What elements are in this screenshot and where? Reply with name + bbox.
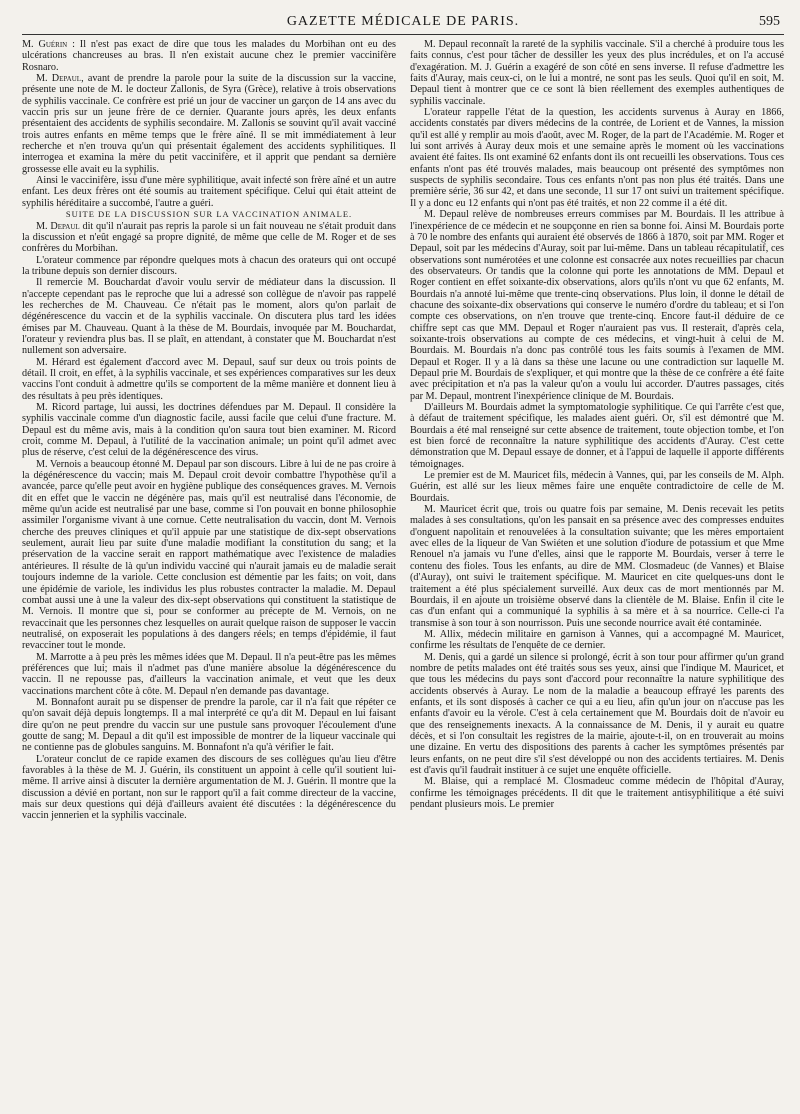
paragraph: Le premier est de M. Mauricet fils, médecin à Vannes, qui, par les conseils de M. Alph. Guérin, est allé sur les lieux mêmes faire une enquête contradictoire de celle de M. Bourdais.: [410, 470, 784, 504]
left-column: [22, 39, 396, 1113]
paragraph: Ainsi le vaccinifère, issu d'une mère syphilitique, avait infecté son frère aîné et un autre enfant. Les deux frères ont été soumis au traitement spécifique. Celui qui était atteint de syphilis héréditaire a succombé, l'autre a guéri.: [22, 175, 396, 209]
paragraph: [22, 73, 396, 175]
speaker-name: M. Depaul: [36, 220, 80, 232]
paragraph: M. Hérard est également d'accord avec M. Depaul, sauf sur deux ou trois points de détail. Il croit, en effet, à la syphilis vaccinale, et ses expériences comparatives sur les deux vaccins l'ont conduit à admettre qu'ils se comportent de la même manière et donnent lieu à des résultats à peu près identiques.: [22, 356, 396, 402]
paragraph: M. Mauricet écrit que, trois ou quatre fois par semaine, M. Denis recevait les petits malades à ses consultations, qu'on les pansait en sa présence avec des compresses enduites d'onguent napolitain et renouvelées à la consultation suivante; que les mères emportaient avec elles de la liqueur de Van Swiéten et une solution d'iodure de potassium et que Mme Renouel n'a jamais vu l'une d'elles, ainsi que le rapporte M. Bourdais, verser à terre le contenu des fioles. Tous les enfants, au dire de MM. Closmadeuc (de Vannes) et Blaise (d'Auray), ont suivi le traitement spécifique. M. Mauricet en cite quelques-uns dont le traitement a été plus spécialement surveillé. Aux deux cas de mort mentionnés par M. Bourdais, il en ajoute un troisième observé dans la clientèle de M. Blaise. Enfin il cite le cas d'un enfant qui a communiqué la syphilis à sa mère et à sa nourrice. Celle-ci l'a transmise à son tour à son nourrisson. Puis une seconde nourrice avait été contaminée.: [410, 504, 784, 629]
paragraph: M. Marrotte a à peu près les mêmes idées que M. Depaul. Il n'a peut-être pas les mêmes préférences que lui; mais il n'admet pas d'une manière absolue la dégénérescence du vaccin. Il ne repousse pas, d'ailleurs la vaccination animale, et veut que les deux vaccinations marchent côte à côte. M. Depaul n'en demande pas davantage.: [22, 651, 396, 697]
journal-title: GAZETTE MÉDICALE DE PARIS.: [286, 14, 520, 29]
page-header: [22, 8, 784, 35]
paragraph: L'orateur rappelle l'état de la question, les accidents survenus à Auray en 1866, accidents constatés par divers médecins de la contrée, de Lorient et de Vannes, la mission qu'il est allé y remplir au mois d'août, avec M. Roger, de la part de l'Académie. M. Roger et lui sont arrivés à Auray deux mois et une semaine après le moment où les vaccinations avaient été faites. Ils ont examiné 62 enfants dont ils ont recueilli les observations. Tous ces enfants n'ont pas été trouvés malades, mais beaucoup ont présenté des symptômes non suspects de syphilis secondaire. Tous ces enfants n'ont pas non plus été traités. Dans une première série, 36 sur 42, et dans une seconde, 11 sur 17 ont suivi un traitement spécifique. Il y a donc eu 12 enfants qui n'ont pas été traités, et non 22 comme il a été dit.: [410, 107, 784, 209]
paragraph: M. Ricord partage, lui aussi, les doctrines défendues par M. Depaul. Il considère la syphilis vaccinale comme d'un diagnostic facile, aussi facile que celui d'une fracture. M. Depaul est du même avis, mais à la condition qu'on saura tout bien examiner. M. Ricord croit, comme M. Depaul, à l'utilité de la vaccination animale; un point qu'il admet avec plus de réserve, c'est celui de la dégénérescence des virus.: [22, 402, 396, 459]
paragraph: L'orateur conclut de ce rapide examen des discours de ses collègues qu'au lieu d'être favorables à la thèse de M. J. Guérin, ils constituent un appoint à celle qu'il soutient lui-même. Il arrive ainsi à discuter la dernière argumentation de M. J. Guérin. Il montre que la discussion a dévié en portant, non sur le rapport qu'il a fait comme directeur de la vaccine, mais sur deux questions qui déjà d'ailleurs avaient été discutées : la dégénérescence du vaccin jennerien et la syphilis vaccinale.: [22, 753, 396, 822]
paragraph-text: dit qu'il n'aurait pas repris la parole si un fait nouveau ne s'était produit dans la discussion et n'eût engagé sa propre dignité, de même que celle de M. Roger et de ses confrères du Morbihan.: [22, 220, 396, 255]
paragraph: M. Blaise, qui a remplacé M. Closmadeuc comme médecin de l'hôpital d'Auray, confirme les témoignages précédents. Il dit que le traitement antisyphilitique a été suivi pendant plusieurs mois. Le premier: [410, 776, 784, 811]
speaker-name: M. Depaul: [36, 73, 82, 85]
paragraph: M. Vernois a beaucoup étonné M. Depaul par son discours. Libre à lui de ne pas croire à la dégénérescence du vaccin; mais M. Depaul croit devoir combattre l'hypothèse qu'il a avancée, parce qu'elle peut avoir en hygiène publique des conséquences graves. M. Vernois dit en effet que le vaccin ne dégénère pas, mais qu'il est neutralisé dans l'économie, de même qu'un acide est neutralisé par une base, comme si l'on pouvait en bonne philosophie assimiler l'organisme vivant à une cornue. Cette neutralisation du vaccin, dont M. Vernois cherche des preuves cliniques et qu'il appuie par une statistique de dix-sept observations seulement, aurait lieu par suite d'une maladie modifiant la constitution du sang; et la préservation de la vaccine serait en rapport mathématique avec l'existence de maladies antérieures. Il résulte de là qu'un individu vacciné qui n'aurait jamais eu de maladie serait toujours indemne de la variole. Cette conclusion est démentie par les faits; on voit, dans une épidémie de variole, les individus les plus robustes contracter la maladie. M. Depaul combat aussi une à une la valeur des dix-sept observations qui constituent la statistique de M. Vernois. Il montre que si, pour se conformer au précepte de M. Vernois, on ne revaccinait que les personnes chez lesquelles on aurait quelque raison de supposer le vaccin neutralisé, on exposerait les populations à des dangers réels; en temps d'épidémie, il faut revacciner tout le monde.: [22, 458, 396, 652]
speaker-name: M. Guérin: [22, 39, 68, 50]
paragraph: D'ailleurs M. Bourdais admet la symptomatologie syphilitique. Ce qui l'arrête c'est que, à défaut de traitement spécifique, les malades aient guéri. Or, s'il est démontré que M. Bourdais a été mal renseigné sur cette absence de traitement, toute objection tombe, et l'on est bien forcé de reconnaître la nature syphilitique des accidents d'Auray. C'est cette démonstration que M. Depaul essaye de donner, et à l'appui de laquelle il apporte différents témoignages.: [410, 402, 784, 470]
section-heading: SUITE DE LA DISCUSSION SUR LA VACCINATION ANIMALE.: [65, 209, 353, 220]
right-column: [410, 39, 784, 1113]
paragraph: M. Bonnafont aurait pu se dispenser de prendre la parole, car il n'a fait que répéter ce qu'on savait déjà depuis longtemps. Il a mal interprété ce qu'a dit M. Depaul en lui faisant dire qu'on ne peut prendre du vaccin sur une pustule sans provoquer l'écoulement d'une goutte de sang; M. Depaul a dit qu'il est impossible de montrer de la liqueur vaccinale qui ne contienne pas de globules sanguins. M. Bonnafont n'a qu'à vérifier le fait.: [22, 696, 396, 754]
paragraph-text: , avant de prendre la parole pour la suite de la discussion sur la vaccine, présente une note de M. le docteur Zallonis, de Syra (Grèce), relative à trois observations de syphilis vaccinale. Ce confrère est prié un jour de vacciner un garçon de 14 ans avec du vaccin pris sur un jeune frère de ce dernier. Quarante jours après, les deux enfants présentaient des accidents de syphilis secondaire. M. Zallonis se souvint qu'il avait vacciné trois autres enfants en même temps que le frère aîné. Il se mit immédiatement à leur recherche et n'en trouva qu'un qui présentait également des accidents syphilitiques. Il interrogea et examina la mère du petit vaccinifère, et il apprit que pendant sa dernière grossesse elle avait eu la syphilis.: [22, 73, 396, 175]
article-columns: [22, 39, 784, 1113]
paragraph: [22, 39, 396, 73]
paragraph: M. Depaul reconnaît la rareté de la syphilis vaccinale. S'il a cherché à produire tous les faits connus, c'est pour tâcher de dessiller les yeux des plus incrédules, et on l'a accusé d'exagération. M. J. Guérin a exagéré de son côté en sens inverse. Il refuse d'admettre les faits d'Auray, mais ceux-ci, on le lui a montré, ne sont pas les seuls. Quoi qu'il en soit, M. Depaul tient à montrer que ce ce sont là bien réellement des exemples authentiques de syphilis vaccinale.: [410, 39, 784, 107]
paragraph: Il remercie M. Bouchardat d'avoir voulu servir de médiateur dans la discussion. Il n'accepte cependant pas le reproche que lui a adressé son collègue de n'avoir pas rappelé les recherches de M. Chauveau. Ce n'était pas le moment, alors qu'on parlait de dégénérescence du vaccin et de la syphilis vaccinale. On discutera plus tard les idées émises par M. Chauveau. Quant à la thèse de M. Bourdais, invoquée par M. Bouchardat, l'orateur y reviendra plus bas. Il se plaît, en attendant, à constater que M. Bouchardat n'est nullement son adversaire.: [22, 277, 396, 357]
paragraph: L'orateur commence par répondre quelques mots à chacun des orateurs qui ont occupé la tribune depuis son dernier discours.: [22, 254, 396, 277]
paragraph: M. Denis, qui a gardé un silence si prolongé, écrit à son tour pour affirmer qu'un grand nombre de petits malades ont été traités sous ses yeux, ainsi que l'indique M. Mauricet, et que tous les médecins du pays sont d'accord pour reconnaître la nature syphilitique des accidents observés à Auray. Le nom de la maladie a beaucoup effrayé les parents des enfants, et ils sont disposés à cacher ce qui a eu lieu, afin qu'un jour on n'accuse pas les enfants d'avoir eu la vérole. C'est à cela certainement que M. Bourdais doit de n'avoir eu que des renseignements inexacts. A la connaissance de M. Denis, il y aurait eu quatre décès, et si l'on consultait les registres de la mairie, ajoute-t-il, on en trouverait au moins une dizaine. En vertu des dispositions des parents à cacher les symptômes présentés par leurs enfants, on ne peut dire s'il s'est développé ou non des accidents tertiaires. M. Denis est d'avis qu'il faudrait instituer à ce sujet une enquête officielle.: [410, 651, 784, 776]
paragraph: M. Allix, médecin militaire en garnison à Vannes, qui a accompagné M. Mauricet, confirme les résultats de l'enquête de ce dernier.: [410, 628, 784, 652]
paragraph-text: : Il n'est pas exact de dire que tous les malades du Morbihan ont eu des ulcérations chancreuses au bras. Il n'en existait aucune chez le premier vaccinifère Rosnaro.: [22, 39, 396, 73]
paragraph: M. Depaul relève de nombreuses erreurs commises par M. Bourdais. Il les attribue à l'inexpérience de ce médecin et ne soupçonne en rien sa bonne foi. Ainsi M. Bourdais porte à 70 le nombre des enfants qui auraient été observés de 1866 à 1870, soit par MM. Roger et Depaul, soit par les médecins d'Auray, soit par lui-même. Dans un tableau récapitulatif, ces observations sont numérotées et une colonne est consacrée aux notes recueillies par chacun des observateurs. Or tandis que la colonne qui porte les annotations de MM. Depaul et Roger contient en effet soixante-dix observations, alors qu'ils n'ont vu que 62 enfants, M. Bourdais n'a annoté lui-même que trente-cinq observations. Plus loin, il donne le détail de chacune des soixante-dix observations qui conserve le numéro d'ordre du tableau; et si l'on compte ces observations, on n'en trouve que trente-cinq. Encore faut-il déduire de ce chiffre sept cas que MM. Depaul et Roger n'auraient pas vus. Il resterait, d'après cela, soixante-trois observations au compte de ces médecins, et vingt-huit à celui de M. Bourdais. M. Bourdais n'a donc pas contrôlé tous les faits soumis à l'examen de MM. Depaul et Roger. Il y a là dans sa thèse une lacune ou une contradiction sur laquelle M. Depaul prie M. Bourdais de s'expliquer, et qui montre que la thèse de ce confrère a été faite avec précipitation et n'a pas la valeur qu'on a voulu lui accorder. D'autres passages, cités par M. Depaul, montrent l'inexpérience clinique de M. Bourdais.: [410, 209, 784, 402]
page-number: 595: [759, 14, 780, 29]
paragraph: [22, 221, 396, 255]
